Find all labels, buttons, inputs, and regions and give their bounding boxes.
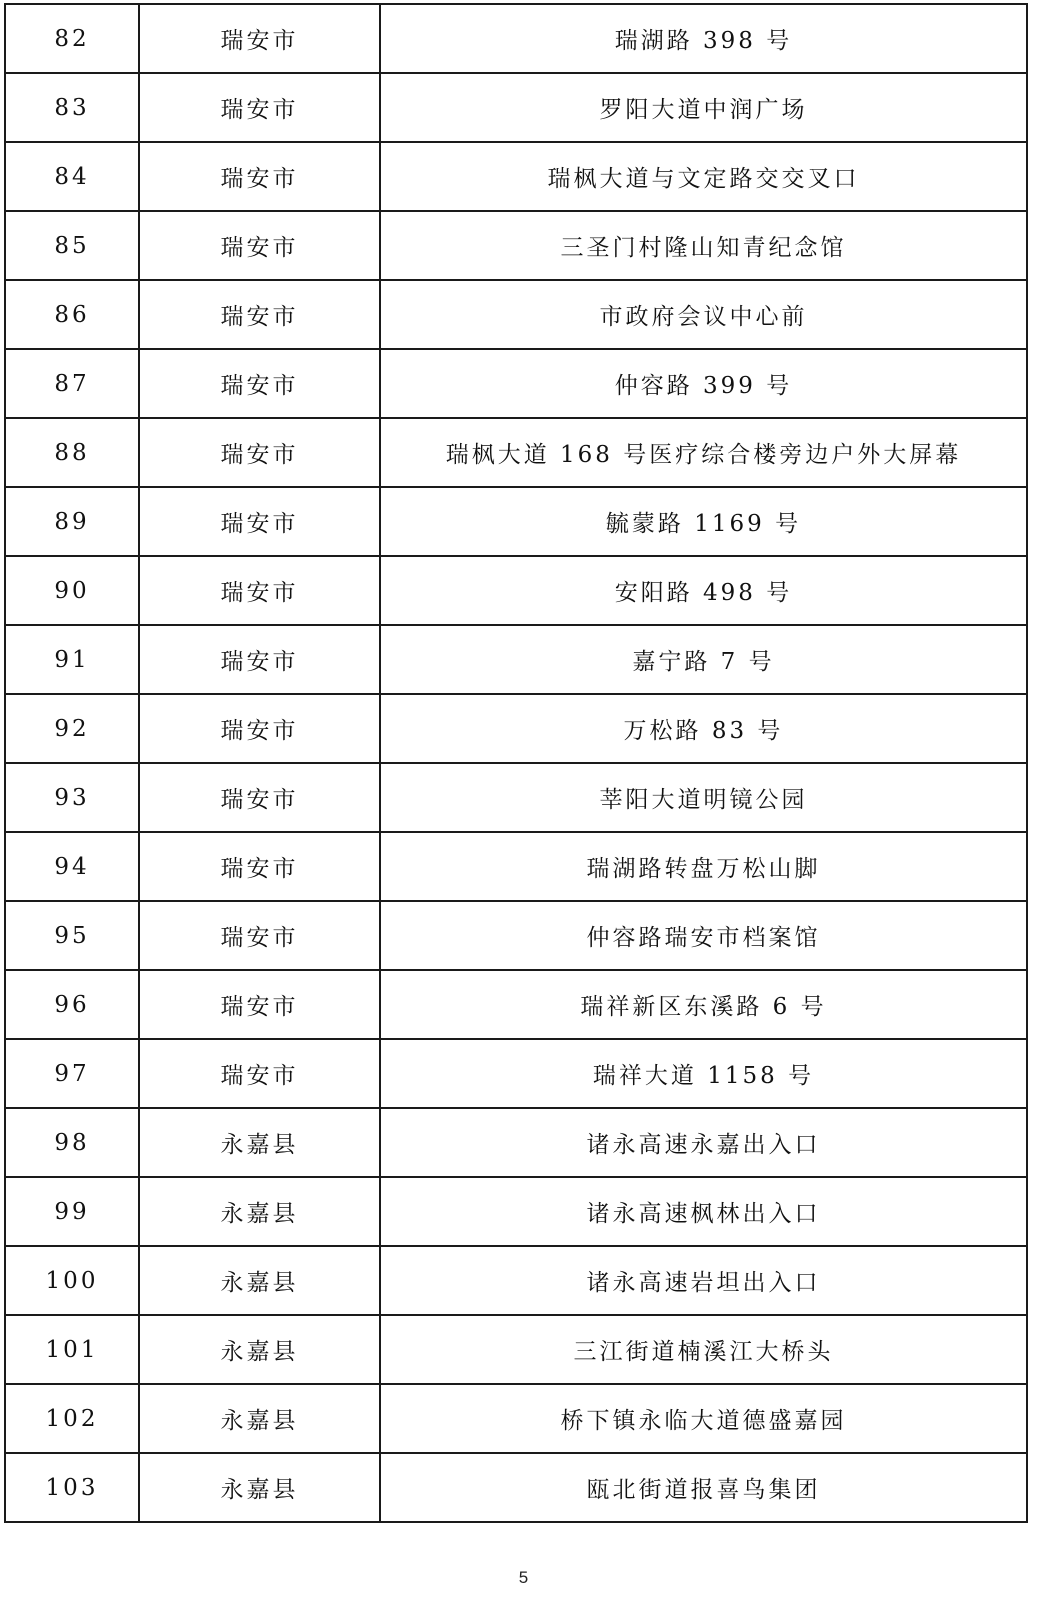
address-cell: 诸永高速永嘉出入口: [380, 1108, 1027, 1177]
table-row: [5, 280, 1027, 349]
address-cell: 莘阳大道明镜公园: [380, 763, 1027, 832]
table-row: [5, 487, 1027, 556]
row-number-cell: 93: [5, 763, 139, 832]
city-cell: 瑞安市: [139, 349, 380, 418]
address-cell: 安阳路 498 号: [380, 556, 1027, 625]
table-row: [5, 1453, 1027, 1522]
address-cell: 瑞祥新区东溪路 6 号: [380, 970, 1027, 1039]
city-cell: 瑞安市: [139, 556, 380, 625]
row-number-cell: 88: [5, 418, 139, 487]
address-cell: 桥下镇永临大道德盛嘉园: [380, 1384, 1027, 1453]
row-number-cell: 94: [5, 832, 139, 901]
row-number-cell: 89: [5, 487, 139, 556]
address-cell: 三圣门村隆山知青纪念馆: [380, 211, 1027, 280]
city-cell: 瑞安市: [139, 487, 380, 556]
row-number-cell: 96: [5, 970, 139, 1039]
table-row: [5, 418, 1027, 487]
address-cell: 瑞枫大道 168 号医疗综合楼旁边户外大屏幕: [380, 418, 1027, 487]
city-cell: 瑞安市: [139, 280, 380, 349]
row-number-cell: 100: [5, 1246, 139, 1315]
city-cell: 瑞安市: [139, 694, 380, 763]
row-number-cell: 91: [5, 625, 139, 694]
address-cell: 瓯北街道报喜鸟集团: [380, 1453, 1027, 1522]
row-number-cell: 87: [5, 349, 139, 418]
address-cell: 万松路 83 号: [380, 694, 1027, 763]
address-cell: 诸永高速岩坦出入口: [380, 1246, 1027, 1315]
row-number-cell: 101: [5, 1315, 139, 1384]
city-cell: 永嘉县: [139, 1177, 380, 1246]
address-cell: 毓蒙路 1169 号: [380, 487, 1027, 556]
city-cell: 瑞安市: [139, 832, 380, 901]
table-row: [5, 970, 1027, 1039]
address-cell: 三江街道楠溪江大桥头: [380, 1315, 1027, 1384]
table-row: [5, 763, 1027, 832]
table-row: [5, 73, 1027, 142]
address-cell: 瑞祥大道 1158 号: [380, 1039, 1027, 1108]
table-row: [5, 901, 1027, 970]
city-cell: 瑞安市: [139, 625, 380, 694]
address-cell: 瑞枫大道与文定路交交叉口: [380, 142, 1027, 211]
table-row: [5, 832, 1027, 901]
row-number-cell: 83: [5, 73, 139, 142]
city-cell: 永嘉县: [139, 1315, 380, 1384]
city-cell: 永嘉县: [139, 1384, 380, 1453]
city-cell: 瑞安市: [139, 901, 380, 970]
address-cell: 嘉宁路 7 号: [380, 625, 1027, 694]
table-row: [5, 4, 1027, 73]
table-row: [5, 1108, 1027, 1177]
table-row: [5, 1384, 1027, 1453]
address-cell: 诸永高速枫林出入口: [380, 1177, 1027, 1246]
table-row: [5, 1315, 1027, 1384]
city-cell: 瑞安市: [139, 211, 380, 280]
row-number-cell: 92: [5, 694, 139, 763]
location-table-body: [5, 4, 1027, 1522]
city-cell: 瑞安市: [139, 970, 380, 1039]
row-number-cell: 90: [5, 556, 139, 625]
page-number: 5: [518, 1568, 529, 1587]
address-cell: 瑞湖路 398 号: [380, 4, 1027, 73]
city-cell: 瑞安市: [139, 142, 380, 211]
table-row: [5, 1177, 1027, 1246]
table-row: [5, 556, 1027, 625]
city-cell: 永嘉县: [139, 1108, 380, 1177]
address-cell: 瑞湖路转盘万松山脚: [380, 832, 1027, 901]
row-number-cell: 82: [5, 4, 139, 73]
table-row: [5, 1039, 1027, 1108]
location-table: [4, 3, 1028, 1523]
city-cell: 瑞安市: [139, 418, 380, 487]
row-number-cell: 95: [5, 901, 139, 970]
address-cell: 罗阳大道中润广场: [380, 73, 1027, 142]
row-number-cell: 86: [5, 280, 139, 349]
table-row: [5, 211, 1027, 280]
table-row: [5, 142, 1027, 211]
city-cell: 永嘉县: [139, 1246, 380, 1315]
table-row: [5, 1246, 1027, 1315]
city-cell: 瑞安市: [139, 1039, 380, 1108]
address-cell: 仲容路 399 号: [380, 349, 1027, 418]
table-row: [5, 625, 1027, 694]
table-row: [5, 694, 1027, 763]
address-cell: 市政府会议中心前: [380, 280, 1027, 349]
city-cell: 瑞安市: [139, 73, 380, 142]
row-number-cell: 102: [5, 1384, 139, 1453]
city-cell: 永嘉县: [139, 1453, 380, 1522]
city-cell: 瑞安市: [139, 763, 380, 832]
row-number-cell: 97: [5, 1039, 139, 1108]
table-row: [5, 349, 1027, 418]
address-cell: 仲容路瑞安市档案馆: [380, 901, 1027, 970]
row-number-cell: 99: [5, 1177, 139, 1246]
row-number-cell: 84: [5, 142, 139, 211]
row-number-cell: 98: [5, 1108, 139, 1177]
city-cell: 瑞安市: [139, 4, 380, 73]
row-number-cell: 103: [5, 1453, 139, 1522]
row-number-cell: 85: [5, 211, 139, 280]
